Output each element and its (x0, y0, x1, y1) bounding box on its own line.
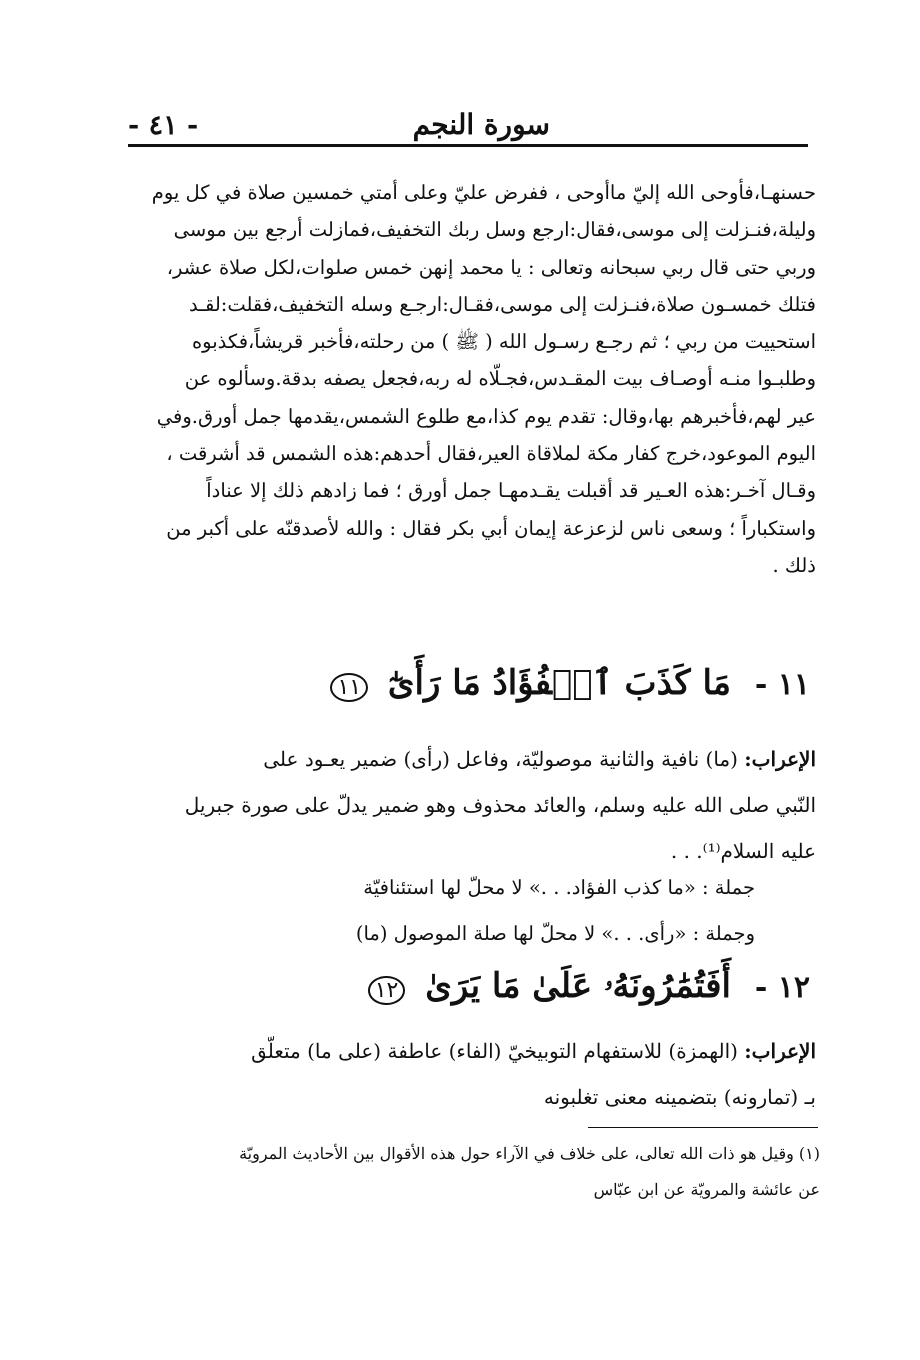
footnote-line: (١) وقيل هو ذات الله تعالى، على خلاف في الآراء حول هذه الأقوال بين الأحاديث المرويّة (239, 1144, 820, 1163)
text-line: وليلة،فنـزلت إلى موسى،فقال:ارجع وسل ربك التخفيف،فمازلت أرجع بين موسى (173, 218, 816, 242)
text-line: وطلبـوا منـه أوصـاف بيت المقـدس،فجـلّاه له ربه،فجعل يصفه بدقة.وسألوه عن (184, 367, 816, 391)
footnote-divider (588, 1127, 818, 1128)
text-line: حسنهـا،فأوحى الله إليّ ماأوحى ، ففرض عليّ وعلى أمتي خمسين صلاة في كل يوم (151, 181, 816, 204)
verse-text: مَا كَذَبَ ٱلۡفُؤَادُ مَا رَأَىٰٓ (387, 663, 732, 703)
body-paragraph (118, 174, 816, 584)
page-number: - ٤١ - (128, 110, 199, 141)
verse-11 (330, 662, 810, 703)
text-line: واستكباراً ؛ وسعى ناس لزعزعة إيمان أبي بكر فقال : والله لأصدقنّه على أكبر من (166, 516, 816, 540)
text-line: عير لهم،فأخبرهم بها،وقال: تقدم يوم كذا،مع طلوع الشمس،يقدمها جمل أورق.وفي (156, 404, 816, 428)
irab-12 (128, 1028, 816, 1120)
irab-11 (128, 736, 816, 874)
irab-line: النّبي صلى الله عليه وسلم، والعائد محذوف وهو ضمير يدلّ على صورة جبريل (184, 793, 816, 817)
irab-line: عليه السلام⁽¹⁾. . . (670, 839, 816, 863)
footnote-line: عن عائشة والمرويّة عن ابن عبّاس (593, 1180, 820, 1199)
verse-text: أَفَتُمَٰرُونَهُۥ عَلَىٰ مَا يَرَىٰ (425, 966, 732, 1006)
verse-12 (368, 966, 810, 1006)
irab-label: الإعراب: (744, 1039, 816, 1063)
text-line: استحييت من ربي ؛ ثم رجـع رسـول الله ( ﷺ ) من رحلته،فأخبر قريشاً،فكذبوه (191, 330, 816, 354)
text-line: ذلك . (772, 553, 816, 577)
text-line: وربي حتى قال ربي سبحانه وتعالى : يا محمد إنهن خمس صلوات،لكل صلاة عشر، (166, 255, 816, 279)
irab-line (128, 1028, 816, 1074)
text-line: اليوم الموعود،خرج كفار مكة لملاقاة العير،فقال أحدهم:هذه الشمس قد أشرقت ، (166, 442, 816, 466)
sentence-analysis: جملة : «ما كذب الفؤاد. . .» لا محلّ لها استئنافيّة (363, 876, 755, 899)
irab-text: (الهمزة) للاستفهام التوبيخيّ (الفاء) عاطفة (على ما) متعلّق (251, 1039, 745, 1063)
text-line: وقـال آخـر:هذه العـير قد أقبلت يقـدمهـا جمل أورق ؛ فما زادهم ذلك إلا عناداً (206, 479, 816, 503)
footnotes (120, 1136, 820, 1208)
sentence-analysis: وجملة : «رأى. . .» لا محلّ لها صلة الموصول (ما) (355, 922, 755, 945)
irab-label: الإعراب: (744, 747, 816, 771)
verse-end-marker: ١٢ (368, 976, 406, 1005)
irab-text: (ما) نافية والثانية موصوليّة، وفاعل (رأى) ضمير يعـود على (263, 747, 745, 771)
irab-line: بـ (تمارونه) بتضمينه معنى تغلبونه (543, 1085, 816, 1109)
verse-end-marker: ١١ (330, 673, 368, 702)
verse-number: ١٢ - (754, 970, 810, 1005)
verse-number: ١١ - (754, 667, 810, 702)
page-header (128, 108, 808, 147)
surah-title: سورة النجم (412, 108, 550, 141)
irab-line (128, 736, 816, 782)
text-line: فتلك خمسـون صلاة،فنـزلت إلى موسى،فقـال:ارجـع وسله التخفيف،فقلت:لقـد (189, 292, 816, 316)
